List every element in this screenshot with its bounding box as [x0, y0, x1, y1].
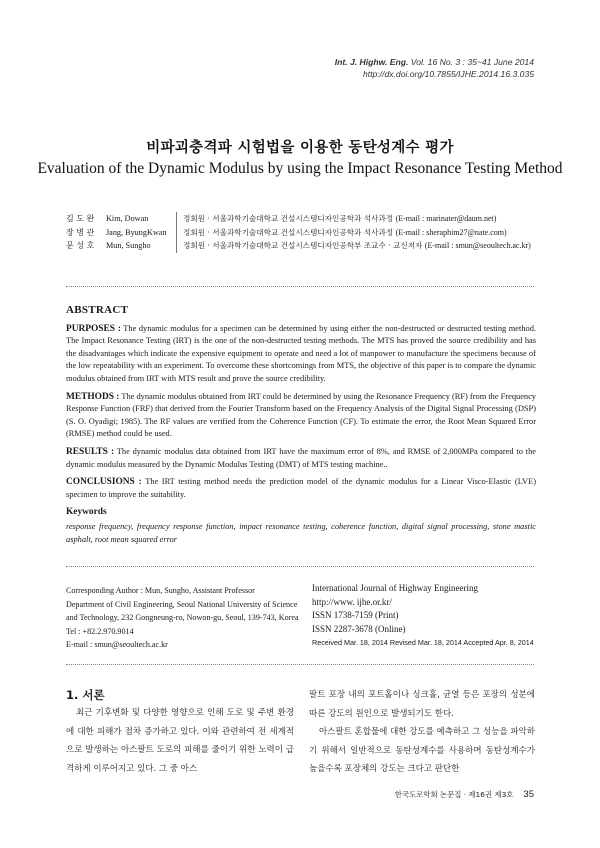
affiliation-text: 정회원 · 서울과학기술대학교 건설시스템디자인공학과 석사과정 — [183, 214, 394, 223]
author-name-ko: 장 병 관 — [66, 227, 95, 237]
purposes-text: The dynamic modulus for a specimen can be determined by using either the non-destructed or destructed testing method. The Impact Resonance Testing (IRT) is the one of the non-destructed testing methods. The MTS has proved the source credibility and has the disadvantages which indicate the expensive equipment to operate and need a lot of manpower to manufacture the specimens because of the low repeatability with an experiment. To overcome these shortcomings from MTS, the objective of this paper is to compare the dynamic modulus obtained from IRT with MTS result and prove the source credibility. — [66, 323, 536, 383]
body-column-right — [309, 686, 535, 779]
methods-label: METHODS : — [66, 391, 120, 402]
author-name-en: Jang, ByungKwan — [106, 227, 167, 237]
abstract-heading: ABSTRACT — [66, 304, 129, 316]
journal-info-name: International Journal of Highway Engineering — [312, 583, 478, 593]
author-affiliation — [176, 226, 536, 240]
body-column-left — [66, 686, 294, 778]
author-row — [66, 239, 536, 253]
author-email: (E-mail : sheraphim27@nate.com) — [395, 227, 507, 237]
abstract-purposes — [66, 323, 536, 386]
author-name-ko: 문 성 호 — [66, 241, 95, 250]
results-text: The dynamic modulus data obtained from IRT have the maximum error of 8%, and RMSE of 2,000MPa compared to the dynamic modulus measured by the Dynamic Modulus Testing (DMT) of MTS testing machine.. — [66, 446, 536, 469]
author-name-ko: 김 도 완 — [66, 214, 95, 223]
correspondence-block — [66, 584, 306, 652]
keywords-list: response frequency, frequency response function, impact resonance testing, coherence function, digital signal processing, stone mastic asphalt, root mean squared error — [66, 521, 536, 544]
purposes-label: PURPOSES : — [66, 323, 121, 334]
keywords-heading: Keywords — [66, 507, 107, 518]
divider-bottom — [66, 664, 534, 665]
divider-top — [66, 286, 534, 287]
author-affiliation — [176, 239, 536, 253]
author-name-en: Kim, Dowan — [106, 214, 149, 223]
author-email: (E-mail : marinater@daum.net) — [395, 214, 497, 223]
results-label: RESULTS : — [66, 446, 115, 457]
methods-text: The dynamic modulus obtained from IRT could be determined by using the Resonance Frequency (RF) from the Frequency Response Function (FRF) that derived from the Fourier Transform based on the Frequency Analysis of the Digital Signal Processing (DSP)(S. O. Oyadigi; 1985). The RF values are verified from the Coherence Function (CF). To estimate the error, the Root Mean Squared Error (RMSE) method could be used. — [66, 391, 536, 439]
corr-email[interactable]: E-mail : smun@seoultech.ac.kr — [66, 640, 168, 649]
title-korean: 비파괴충격파 시험법을 이용한 동탄성계수 평가 — [146, 140, 454, 156]
body-paragraph: 아스팔트 혼합물에 대한 강도를 예측하고 그 성능을 파악하기 위해서 일반적으로 동탄성계수를 사용하며 동탄성계수가 높을수록 포장체의 강도는 크다고 판단한 — [309, 727, 535, 775]
journal-info-block — [312, 582, 552, 650]
body-paragraph: 팔트 포장 내의 포트홀이나 싱크홀, 균열 등은 포장의 성분에 따른 강도의 원인으로 발생되기도 한다. — [309, 690, 535, 719]
corr-dept: Department of Civil Engineering, Seoul National University of Science — [66, 599, 298, 609]
page-footer — [395, 789, 534, 800]
author-name-en: Mun, Sungho — [106, 241, 151, 250]
author-affiliation — [176, 212, 536, 226]
corr-address: and Technology, 232 Gongneung-ro, Nowon-gu, Seoul, 139-743, Korea — [66, 613, 299, 622]
journal-header — [335, 56, 534, 80]
conclusions-label: CONCLUSIONS : — [66, 477, 142, 488]
journal-citation — [335, 56, 534, 68]
affiliation-text: 정회원 · 서울과학기술대학교 건설시스템디자인공학부 조교수 · 교신저자 — [183, 241, 423, 250]
abstract-results — [66, 446, 536, 471]
abstract-conclusions — [66, 476, 536, 501]
abstract-methods — [66, 391, 536, 441]
affiliation-text: 정회원 · 서울과학기술대학교 건설시스템디자인공학과 석사과정 — [183, 227, 394, 237]
divider-middle — [66, 566, 534, 567]
footer-journal: 한국도로학회 논문집 · 제16권 제3호 — [394, 790, 514, 799]
section-title: 1. 서론 — [66, 688, 105, 702]
journal-info-issn-online: ISSN 2287-3678 (Online) — [312, 623, 406, 634]
journal-info-issn-print: ISSN 1738-7159 (Print) — [312, 610, 399, 621]
submission-dates: Received Mar. 18, 2014 Revised Mar. 18, 2014 Accepted Apr. 8, 2014 — [312, 638, 534, 648]
author-row — [66, 212, 536, 226]
journal-name: Int. J. Highw. Eng. — [334, 57, 409, 67]
journal-info-url[interactable]: http://www. ijhe.or.kr/ — [312, 596, 392, 607]
conclusions-text: The IRT testing method needs the prediction model of the dynamic modulus for a Linear Visco-Elastic (LVE) specimen to improve the suitability. — [66, 477, 536, 499]
journal-volume: Vol. 16 No. 3 : 35~41 June 2014 — [410, 57, 534, 67]
corr-tel: Tel : +82.2.970.9014 — [66, 626, 134, 636]
journal-doi[interactable]: http://dx.doi.org/10.7855/IJHE.2014.16.3.035 — [362, 69, 534, 79]
page-number: 35 — [523, 789, 534, 800]
body-paragraph: 최근 기후변화 및 다양한 영향으로 인해 도로 및 주변 환경에 대한 피해가 점차 증가하고 있다. 이와 관련하여 전 세계적으로 발생하는 아스팔트 도로의 피해를 줄이기 위한 노력이 급격하게 이루어지고 있다. 그 중 아스 — [66, 708, 294, 774]
title-english: Evaluation of the Dynamic Modulus by using the Impact Resonance Testing Method — [37, 160, 563, 177]
author-list — [66, 212, 536, 253]
abstract — [66, 304, 536, 551]
corr-author: Corresponding Author : Mun, Sungho, Assistant Professor — [66, 586, 255, 595]
author-row — [66, 226, 536, 240]
author-email: (E-mail : smun@seoultech.ac.kr) — [424, 241, 531, 250]
